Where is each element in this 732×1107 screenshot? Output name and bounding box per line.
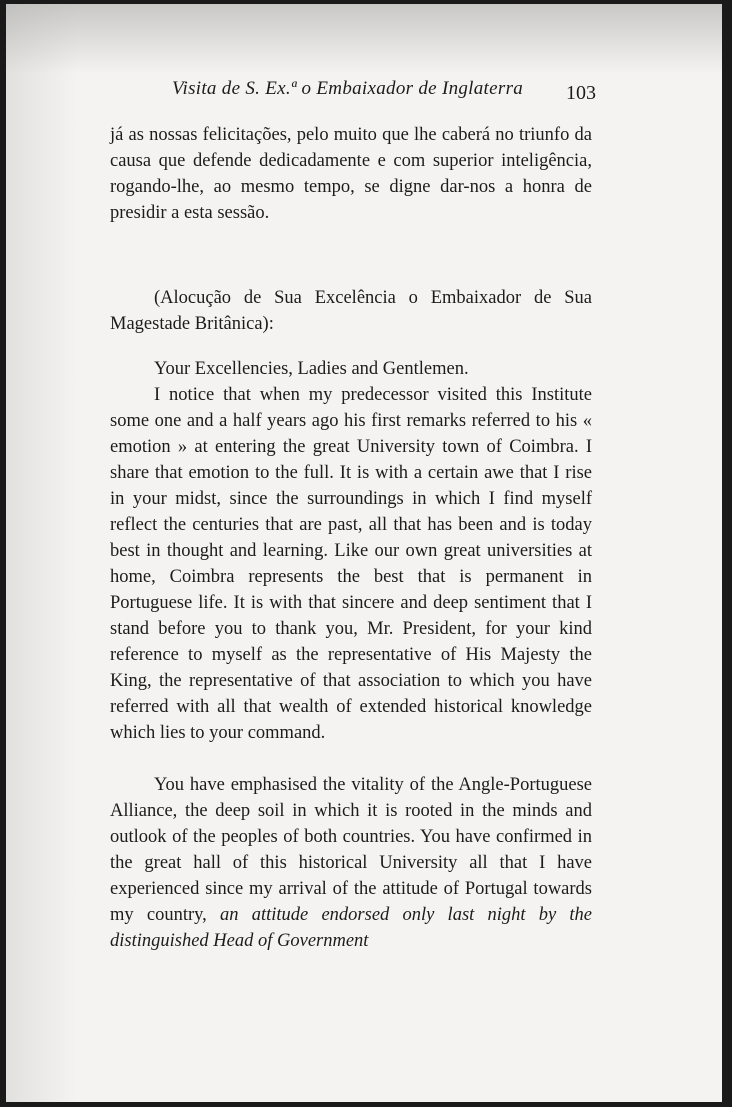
book-page [6,4,722,1102]
paragraph-text [110,772,592,954]
paragraph-allocution-heading [110,285,592,337]
paragraph-speech-2 [110,772,592,954]
paragraph-roman-text: You have emphasised the vitality of the Angle-Portuguese Alliance, the deep soil in which it is rooted in the minds and outlook of the peoples of both countries. You have confirmed in the great hall of this historical University all that I have experienced since my arrival of the attitude of Portugal towards my country, [110,775,592,925]
paragraph-text: (Alocução de Sua Excelência o Embaixador de Sua Magestade Britânica): [110,288,592,334]
paragraph-portuguese-closing [110,122,592,226]
paragraph-text: Your Excellencies, Ladies and Gentlemen. [154,359,469,379]
paragraph-text: já as nossas felicitações, pelo muito que lhe caberá no triunfo da causa que defende dedicadamente e com superior inteligência, rogando-lhe, ao mesmo tempo, se digne dar-nos a honra de presidir a esta sessão. [110,125,592,223]
page-number: 103 [566,82,596,104]
paragraph-salutation [110,356,592,382]
paragraph-speech-1 [110,382,592,746]
paragraph-text: I notice that when my predecessor visited this Institute some one and a half years ago his first remarks referred to his « emotion » at entering the great University town of Coimbra. I share that emotion to the full. It is with a certain awe that I rise in your midst, since the surroundings in which I find myself reflect the centuries that are past, all that has been and is today best in thought and learning. Like our own great universities at home, Coimbra represents the best that is permanent in Portuguese life. It is with that sincere and deep sentiment that I stand before you to thank you, Mr. President, for your kind reference to myself as the representative of His Majesty the King, the representative of that association to which you have referred with all that wealth of extended historical knowledge which lies to your command. [110,385,592,743]
paragraph-italic-text: an attitude endorsed only last night by the distinguished Head of Government [110,905,593,951]
running-header: Visita de S. Ex.ª o Embaixador de Inglaterra [172,78,524,99]
